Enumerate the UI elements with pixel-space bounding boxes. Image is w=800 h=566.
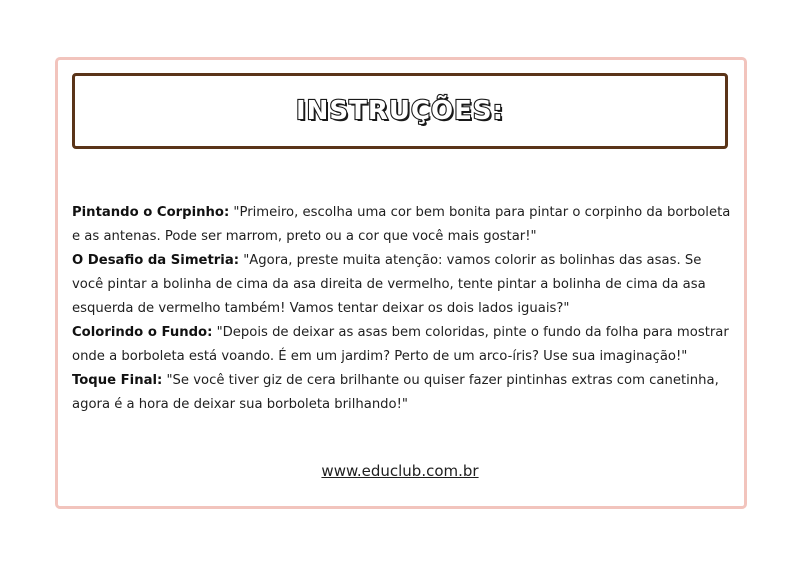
website-link[interactable]: www.educlub.com.br [321,462,479,480]
instruction-label: Colorindo o Fundo: [72,325,213,340]
instruction-paragraph [72,201,732,249]
instruction-paragraph [72,369,732,417]
instruction-body: "Depois de deixar as asas bem coloridas, pinte o fundo da folha para mostrar onde a borboleta está voando. É em um jardim? Perto de um arco-íris? Use sua imaginação!" [72,325,729,364]
instruction-paragraph [72,249,732,321]
page-title: INSTRUÇÕES: [295,96,505,126]
instruction-body: "Primeiro, escolha uma cor bem bonita para pintar o corpinho da borboleta e as antenas. Pode ser marrom, preto ou a cor que você mais gostar!" [72,205,731,244]
instruction-paragraph [72,321,732,369]
instruction-label: O Desafio da Simetria: [72,253,240,268]
instruction-body: "Se você tiver giz de cera brilhante ou quiser fazer pintinhas extras com canetinha, agora é a hora de deixar sua borboleta brilhando!" [72,373,719,412]
instructions-text [72,201,732,417]
title-box [72,73,728,149]
instruction-label: Toque Final: [72,373,163,388]
instruction-label: Pintando o Corpinho: [72,205,230,220]
instruction-body: "Agora, preste muita atenção: vamos colorir as bolinhas das asas. Se você pintar a bolinha de cima da asa direita de vermelho, tente pintar a bolinha de cima da asa esquerda de vermelho também! Vamos tentar deixar os dois lados iguais?" [72,253,706,316]
